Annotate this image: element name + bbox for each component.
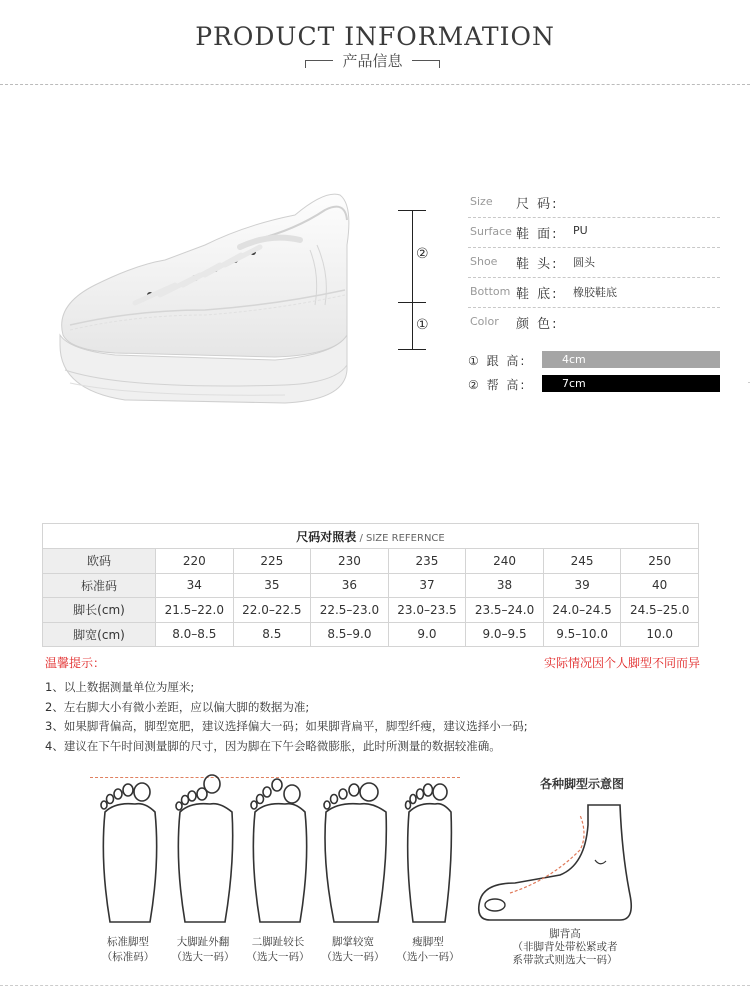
foot-type-name: 脚掌较宽	[332, 936, 374, 948]
foot-standard-icon	[101, 783, 157, 922]
table-cell: 220	[156, 549, 234, 574]
foot-type-name: 二脚趾较长	[251, 936, 305, 948]
spec-label-en: Bottom	[470, 285, 511, 298]
table-row	[43, 598, 699, 623]
foot-type-label	[90, 935, 166, 965]
page-title: PRODUCT INFORMATION	[195, 22, 555, 51]
spec-row-color	[468, 308, 720, 338]
foot-type-label	[315, 935, 391, 965]
page-subtitle: 产品信息	[342, 52, 403, 70]
spec-label-cn: 鞋 底:	[516, 287, 559, 302]
spec-row-shoe	[468, 248, 720, 278]
row-header: 脚宽(cm)	[43, 622, 156, 647]
note-item: 1、以上数据测量单位为厘米;	[45, 680, 195, 694]
spec-value: PU	[573, 224, 588, 237]
table-row	[43, 573, 699, 598]
size-table-subtitle: / SIZE REFERNCE	[356, 532, 445, 544]
heel-height-label: ① 跟 高:	[468, 354, 527, 368]
upper-height-row	[468, 374, 720, 398]
table-cell: 22.5–23.0	[311, 598, 389, 623]
table-cell: 240	[466, 549, 544, 574]
note-item: 3、如果脚背偏高，脚型宽肥，建议选择偏大一码；如果脚背扁平，脚型纤瘦，建议选择小一码;	[45, 719, 528, 733]
table-cell: 23.5–24.0	[466, 598, 544, 623]
table-cell: 34	[156, 573, 234, 598]
upper-height-label: ② 帮 高:	[468, 378, 527, 392]
side-foot-icon	[470, 795, 660, 935]
table-cell: 8.5	[233, 622, 311, 647]
table-cell: 8.5–9.0	[311, 622, 389, 647]
size-table-title: 尺码对照表	[296, 529, 357, 544]
table-cell: 245	[543, 549, 621, 574]
spec-label-en: Shoe	[470, 255, 498, 268]
foot-type-label	[240, 935, 316, 965]
size-table	[42, 523, 699, 647]
table-cell: 24.0–24.5	[543, 598, 621, 623]
row-header: 标准码	[43, 573, 156, 598]
spec-label-en: Color	[470, 315, 499, 328]
table-cell: 10.0	[621, 622, 699, 647]
foot-type-advice: （选小一码）	[396, 951, 460, 963]
upper-height-bar: 7cm	[542, 375, 720, 392]
heel-height-mark: ①	[416, 317, 429, 333]
divider	[0, 84, 750, 85]
spec-label-en: Surface	[470, 225, 512, 238]
spec-row-size	[468, 188, 720, 218]
spec-value: 橡胶鞋底	[573, 286, 617, 299]
foot-thin-icon	[406, 784, 452, 922]
table-cell: 39	[543, 573, 621, 598]
table-cell: 35	[233, 573, 311, 598]
spec-value: 圆头	[573, 256, 595, 269]
upper-height-mark: ②	[416, 246, 429, 262]
spec-label-cn: 尺 码:	[516, 197, 559, 212]
table-cell: 38	[466, 573, 544, 598]
table-cell: 37	[388, 573, 466, 598]
side-diagram-title: 各种脚型示意图	[540, 777, 625, 791]
tips-notes	[45, 679, 705, 757]
side-label-line: （非脚背处带松紧或者	[512, 941, 618, 953]
foot-bunion-icon	[176, 775, 233, 922]
foot-type-label	[165, 935, 241, 965]
height-bars	[468, 350, 720, 398]
spec-row-bottom	[468, 278, 720, 308]
table-row	[43, 622, 699, 647]
spec-label-cn: 鞋 面:	[516, 227, 559, 242]
table-cell: 9.0	[388, 622, 466, 647]
spec-label-cn: 颜 色:	[516, 317, 559, 332]
tips-disclaimer: 实际情况因个人脚型不同而异	[543, 656, 700, 670]
table-cell: 230	[311, 549, 389, 574]
page-subtitle-block	[305, 50, 440, 72]
foot-type-label	[390, 935, 466, 965]
section-header	[0, 0, 750, 90]
table-row	[43, 549, 699, 574]
table-cell: 235	[388, 549, 466, 574]
tips-title: 温馨提示：	[45, 656, 106, 670]
table-cell: 250	[621, 549, 699, 574]
table-cell: 40	[621, 573, 699, 598]
table-cell: 21.5–22.0	[156, 598, 234, 623]
foot-type-advice: （选大一码）	[321, 951, 385, 963]
spec-row-surface	[468, 218, 720, 248]
table-cell: 9.0–9.5	[466, 622, 544, 647]
size-table-caption	[43, 524, 699, 549]
foot-type-advice: （选大一码）	[171, 951, 235, 963]
foot-wide-icon	[324, 783, 386, 922]
foot-outlines	[90, 772, 470, 932]
table-cell: 36	[311, 573, 389, 598]
side-diagram-label	[490, 928, 640, 967]
height-marker	[398, 210, 438, 350]
note-item: 2、左右脚大小有微小差距，应以偏大脚的数据为准;	[45, 699, 310, 714]
divider	[0, 985, 750, 986]
foot-type-advice: （选大一码）	[246, 951, 310, 963]
table-cell: 8.0–8.5	[156, 622, 234, 647]
foot-type-name: 标准脚型	[107, 936, 149, 948]
heel-height-bar: 4cm	[542, 351, 720, 368]
side-label-line: 脚背高	[549, 928, 581, 940]
spec-label-en: Size	[470, 195, 493, 208]
spec-list	[468, 188, 720, 338]
foot-long-second-toe-icon	[251, 779, 307, 922]
shoe-image	[55, 185, 355, 415]
side-label-line: 系带款式则选大一码）	[512, 954, 618, 966]
row-header: 脚长(cm)	[43, 598, 156, 623]
table-cell: 9.5–10.0	[543, 622, 621, 647]
note-item: 4、建议在下午时间测量脚的尺寸，因为脚在下午会略微膨胀，此时所测量的数据较准确。	[45, 738, 501, 753]
table-cell: 24.5–25.0	[621, 598, 699, 623]
foot-type-advice: （标准码）	[101, 951, 155, 963]
table-cell: 22.0–22.5	[233, 598, 311, 623]
row-header: 欧码	[43, 549, 156, 574]
table-cell: 225	[233, 549, 311, 574]
heel-height-row	[468, 350, 720, 374]
table-cell: 23.0–23.5	[388, 598, 466, 623]
spec-label-cn: 鞋 头:	[516, 257, 559, 272]
foot-type-name: 大脚趾外翻	[176, 936, 230, 948]
foot-type-name: 瘦脚型	[412, 936, 444, 948]
